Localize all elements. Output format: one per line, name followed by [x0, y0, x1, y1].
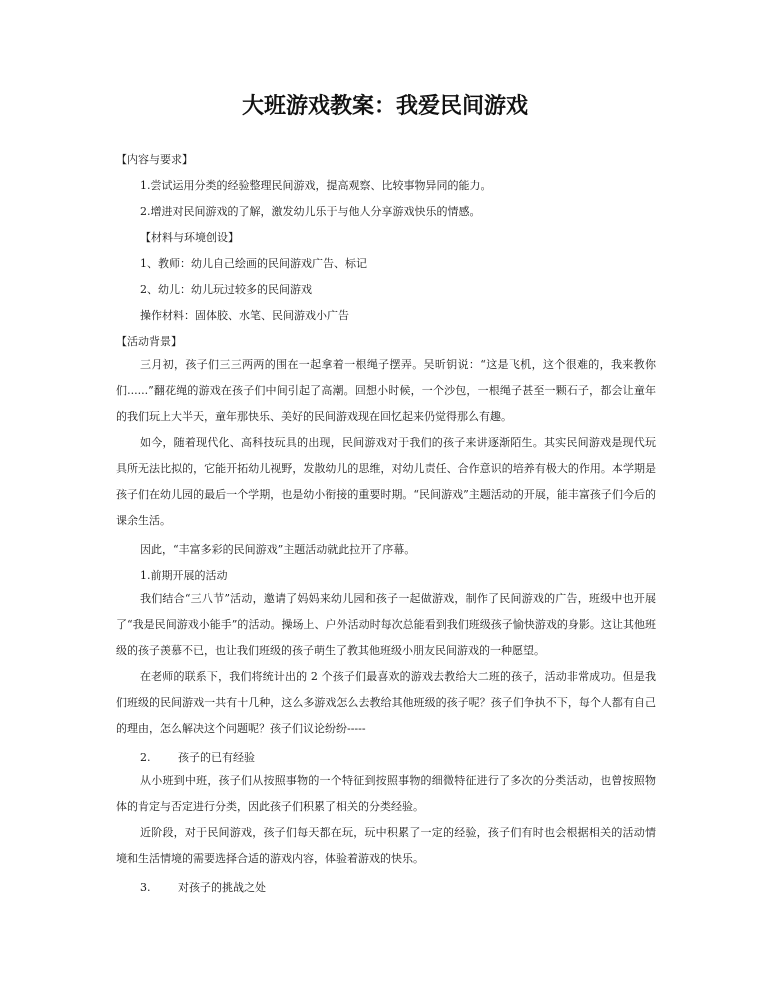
paragraph-4: 我们结合“三八节”活动，邀请了妈妈来幼儿园和孩子一起做游戏，制作了民间游戏的广告，班级中也开展了“我是民间游戏小能手”的活动。操场上、户外活动时每次总能看到我们班级孩子愉快游戏的身影。这让其他班级的孩子羡慕不已，也让我们班级的孩子萌生了教其他班级小朋友民间游戏的一种愿望。 [116, 592, 656, 657]
subheading-2-text: 孩子的已有经验 [178, 751, 255, 764]
paragraph-6: 从小班到中班，孩子们从按照事物的一个特征到按照事物的细微特征进行了多次的分类活动，也曾按照物体的肯定与否定进行分类，因此孩子们积累了相关的分类经验。 [116, 774, 656, 813]
requirement-1: 1.尝试运用分类的经验整理民间游戏，提高观察、比较事物异同的能力。 [140, 179, 492, 192]
paragraph-2: 如今，随着现代化、高科技玩具的出现，民间游戏对于我们的孩子来讲逐渐陌生。其实民间游戏是现代玩具所无法比拟的，它能开拓幼儿视野，发散幼儿的思维，对幼儿责任、合作意识的培养有极大的作用。本学期是孩子们在幼儿园的最后一个学期，也是幼小衔接的重要时期。“民间游戏”主题活动的开展，能丰富孩子们今后的课余生活。 [116, 436, 656, 527]
paragraph-7: 近阶段，对于民间游戏，孩子们每天都在玩，玩中积累了一定的经验，孩子们有时也会根据相关的活动情境和生活情境的需要选择合适的游戏内容，体验着游戏的快乐。 [116, 826, 656, 865]
paragraph-5: 在老师的联系下，我们将统计出的 2 个孩子们最喜欢的游戏去教给大二班的孩子，活动非常成功。但是我们班级的民间游戏一共有十几种，这么多游戏怎么去教给其他班级的孩子呢？孩子们争执不下，每个人都有自己的理由，怎么解决这个问题呢？孩子们议论纷纷----- [116, 670, 656, 735]
requirement-2: 2.增进对民间游戏的了解，激发幼儿乐于与他人分享游戏快乐的情感。 [140, 205, 481, 218]
section-heading-content: 【内容与要求】 [116, 153, 193, 166]
document-title: 大班游戏教案：我爱民间游戏 [241, 93, 528, 119]
subheading-3-number: 3. [140, 881, 151, 894]
section-heading-background: 【活动背景】 [116, 335, 182, 348]
material-3: 操作材料：固体胶、水笔、民间游戏小广告 [140, 309, 349, 322]
paragraph-3: 因此，“丰富多彩的民间游戏”主题活动就此拉开了序幕。 [140, 543, 416, 556]
paragraph-1: 三月初，孩子们三三两两的围在一起拿着一根绳子摆弄。吴昕钥说：“这是飞机，这个很难的，我来教你们......”翻花绳的游戏在孩子们中间引起了高潮。回想小时候，一个沙包，一根绳子甚至一颗石子，都会让童年的我们玩上大半天，童年那快乐、美好的民间游戏现在回忆起来仍觉得那么有趣。 [116, 358, 656, 423]
material-1: 1、教师：幼儿自己绘画的民间游戏广告、标记 [140, 257, 367, 270]
subheading-2-number: 2. [140, 751, 151, 764]
subheading-3-text: 对孩子的挑战之处 [178, 881, 266, 894]
subheading-2 [116, 750, 656, 766]
material-2: 2、幼儿：幼儿玩过较多的民间游戏 [140, 283, 312, 296]
subheading-3 [116, 880, 656, 896]
subheading-prior-activities: 1.前期开展的活动 [140, 569, 228, 582]
section-heading-materials: 【材料与环境创设】 [140, 231, 239, 244]
